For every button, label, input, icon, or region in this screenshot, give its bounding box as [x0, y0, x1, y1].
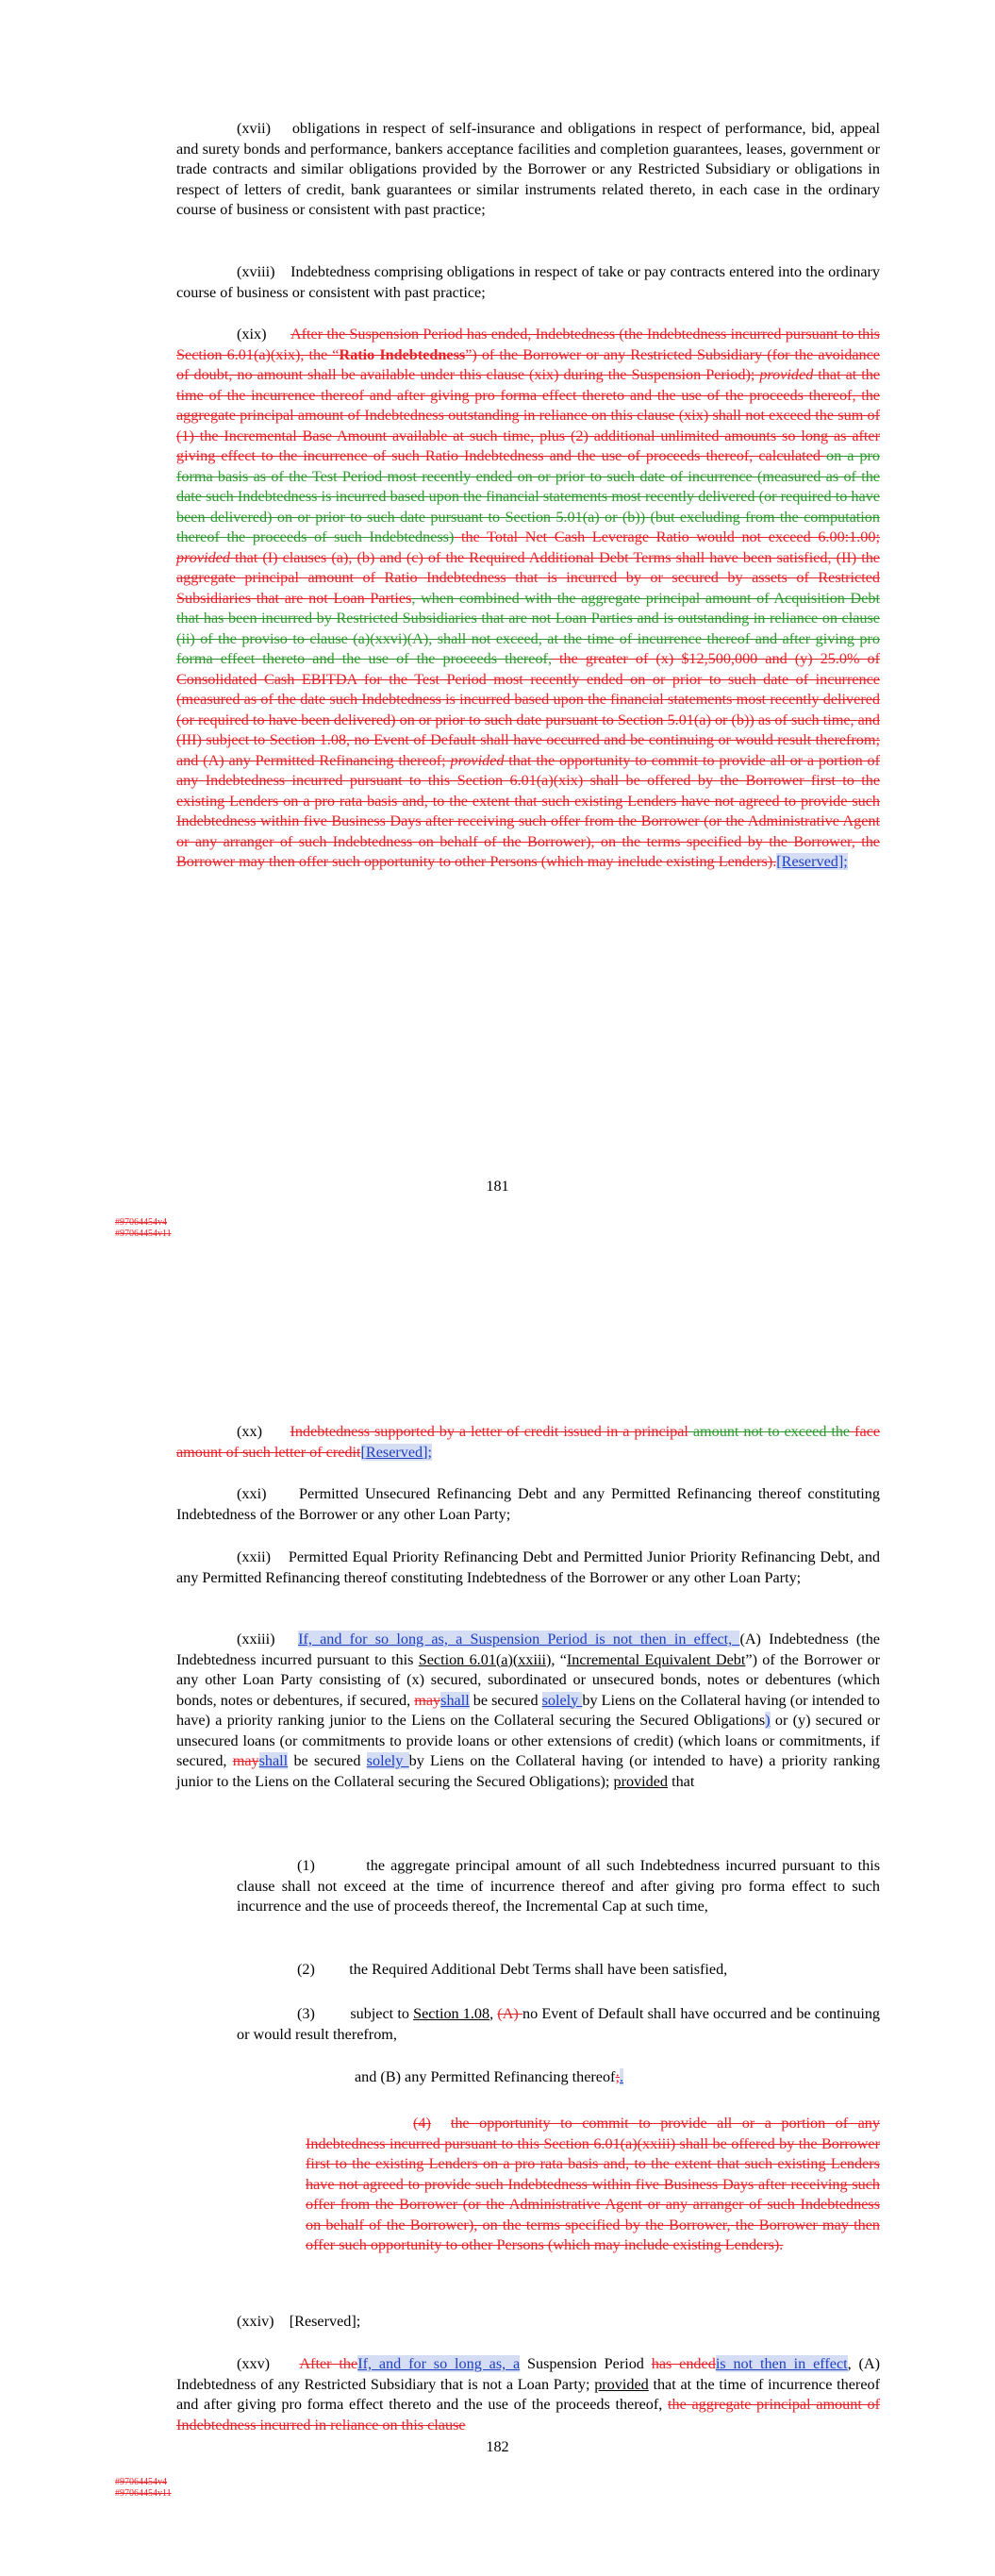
inserted-text: ): [765, 1712, 771, 1729]
clause-text: and (B) any Permitted Refinancing thereof: [355, 2068, 616, 2085]
section-reference: Section 6.01(a)(xxiii): [418, 1650, 552, 1668]
clause-text: (A) Indebtedness (the Indebtedness incurred pursuant to this: [176, 1631, 880, 1668]
document-id: #97064454v11: [115, 2488, 172, 2499]
clause-text: Permitted Unsecured Refinancing Debt and any Permitted Refinancing thereof constituting Indebtedness of the Borrower or any other Loan Party;: [176, 1485, 880, 1523]
deleted-text-italic: provided: [450, 751, 505, 769]
deleted-text: the aggregate principal amount of Indebtedness incurred in reliance on this clause: [176, 2396, 880, 2434]
clause-text: or (y) secured or unsecured loans (or commitments to provide loans or other extensions of credit) (which loans or commitments, if secured,: [176, 1712, 880, 1769]
clause-xxii: [176, 1547, 880, 1588]
proviso-term: provided: [594, 2375, 649, 2393]
clause-text: be secured: [469, 1691, 542, 1709]
deleted-text: that at the time of the incurrence thereof and after giving pro forma effect thereto and the use of the proceeds thereof, the aggregate principal amount of Indebtedness outstanding in reliance on this clause (xix) shall not exceed the sum of (1) the Incremental Base Amount available at such time, plus (2) additional unlimited amounts so long as after giving effect to the incurrence of such Ratio Indebtedness and the use of proceeds thereof, calculated: [176, 366, 881, 464]
deleted-text: the greater of (x) $12,500,000 and (y) 25.0% of Consolidated Cash EBITDA for the Test Period most recently ended on or prior to such date of incurrence (measured as of the date such Indebtedness is incurred based upon the financial statements most recently delivered (or required to have been delivered) on or prior to such date pursuant to Section 5.01(a) or (b)) as of such time, and (III) subject to Section 1.08, no Event of Default shall have occurred and be continuing or would result therefrom; and (A) any Permitted Refinancing thereof;: [176, 650, 881, 769]
deleted-text: has ended: [651, 2355, 716, 2372]
deleted-text: ;: [615, 2068, 620, 2085]
inserted-text: is not then in effect: [715, 2355, 848, 2372]
deleted-text: Indebtedness supported by a letter of credit issued in a principal: [290, 1423, 688, 1440]
inserted-text: If, and for so long as, a: [357, 2355, 521, 2372]
clause-text: Suspension Period: [520, 2355, 652, 2372]
clause-number: (3): [297, 2005, 315, 2022]
document-id: #97064454v11: [115, 1229, 172, 1239]
clause-text: no Event of Default shall have occurred and be continuing or would result therefrom,: [237, 2005, 881, 2043]
inserted-text: solely: [541, 1691, 583, 1709]
clause-text: that: [668, 1772, 695, 1790]
clause-text: obligations in respect of self-insurance and obligations in respect of performance, bid, appeal and surety bonds and performance, bankers acceptance facilities and completion guarantees, leases, government or trade contracts and similar obligations provided by the Borrower or any Restricted Subsidiary or obligations in respect of letters of credit, bank guarantees or similar instruments related thereto, in each case in the ordinary course of business or consistent with past practice;: [176, 120, 880, 218]
clause-text: by Liens on the Collateral having (or intended to have) a priority ranking junior to the Liens on the Collateral securing the Secured Obligations);: [176, 1752, 880, 1790]
clause-xviii: [176, 262, 880, 303]
clause-text: the Required Additional Debt Terms shall have been satisfied,: [349, 1961, 728, 1978]
clause-number: (xxiv): [237, 2313, 274, 2330]
inserted-text: If, and for so long as, a Suspension Period is not then in effect,: [298, 1631, 740, 1648]
clause-number: (xxiii): [237, 1631, 275, 1648]
document-id: #97064454v4: [115, 1217, 167, 1228]
page-number: 181: [486, 1178, 509, 1195]
section-reference: Section 1.08: [413, 2005, 490, 2022]
deleted-text: the opportunity to commit to provide all or a portion of any Indebtedness incurred pursuant to this Section 6.01(a)(xxiii) shall be offered by the Borrower first to the existing Lenders on a pro rata basis and, to the extent that such existing Lenders have not agreed to provide such Indebtedness within five Business Days after receiving such offer from the Borrower (or the Administrative Agent or any arranger of such Indebtedness on behalf of the Borrower), on the terms specified by the Borrower, the Borrower may then offer such opportunity to other Persons (which may include existing Lenders).: [306, 2115, 880, 2253]
clause-number: (xxi): [237, 1485, 267, 1502]
deleted-text-italic: provided: [176, 548, 230, 566]
clause-xxi: [176, 1484, 880, 1525]
deleted-text: that the opportunity to commit to provide all or a portion of any Indebtedness incurred pursuant to this Section 6.01(a)(xix) shall be offered by the Borrower first to the existing Lenders on a pro rata basis and, to the extent that such existing Lenders have not agreed to provide such Indebtedness within five Business Days after receiving such offer from the Borrower (or the Administrative Agent or any arranger of such Indebtedness on behalf of the Borrower), on the terms specified by the Borrower, the Borrower may then offer such opportunity to other Persons (which may include existing Lenders).: [176, 751, 880, 870]
subclause-3: [237, 2004, 880, 2045]
clause-xx: [176, 1422, 880, 1463]
clause-number: (xxii): [237, 1548, 271, 1565]
inserted-text: solely: [366, 1752, 409, 1769]
clause-number: (xxv): [237, 2355, 271, 2372]
deleted-text: may: [232, 1752, 259, 1769]
clause-number: (xvii): [237, 120, 271, 137]
clause-text: ,: [489, 2005, 498, 2022]
and-b-clause: [355, 2067, 880, 2088]
inserted-text: [Reserved];: [360, 1443, 433, 1461]
moved-deleted-text: on a pro forma basis as of the Test Period most recently ended on or prior to such date of incurrence (measured as of the date such Indebtedness is incurred based upon the financial statements most recently delivered (or required to have been delivered) on or prior to such date pursuant to Section 5.01(a) or (b)) (but excluding from the computation thereof the proceeds of such Indebtedness): [176, 447, 880, 545]
clause-text: the aggregate principal amount of all such Indebtedness incurred pursuant to this clause shall not exceed at the time of incurrence thereof and after giving pro forma effect to such incurrence and the use of proceeds thereof, the Incremental Cap at such time,: [237, 1857, 881, 1915]
deleted-text: (A): [497, 2005, 522, 2022]
clause-text: be secured: [288, 1752, 367, 1769]
clause-xix: [176, 325, 880, 873]
deleted-defined-term: Ratio Indebtedness: [339, 345, 466, 363]
clause-text: [Reserved];: [289, 2313, 361, 2330]
clause-number: (2): [297, 1961, 315, 1978]
clause-number: (1): [297, 1857, 315, 1874]
subclause-2: [237, 1960, 880, 1981]
clause-text: that at the time of incurrence thereof and after giving pro forma effect thereto and the use of the proceeds thereof,: [176, 2375, 880, 2413]
deleted-text-italic: provided: [759, 366, 814, 383]
inserted-text: shall: [258, 1752, 289, 1769]
inserted-text: [Reserved];: [776, 853, 848, 870]
clause-text: Indebtedness comprising obligations in respect of take or pay contracts entered into the ordinary course of business or consistent with past practice;: [176, 263, 880, 301]
document-id: #97064454v4: [115, 2477, 167, 2487]
subclause-1: [237, 1856, 880, 1917]
inserted-text: .: [619, 2068, 623, 2085]
moved-deleted-text: amount not to exceed the: [688, 1423, 851, 1440]
deleted-text: that (I) clauses (a), (b) and (c) of the Required Additional Debt Terms shall have been satisfied, (II) the aggregate principal amount of Ratio Indebtedness that is incurred by or secured by assets of Restricted Subsidiaries that are not Loan Parties: [176, 548, 880, 607]
page-number: 182: [486, 2438, 509, 2455]
clause-text: by Liens on the Collateral having (or intended to have) a priority ranking junior to the Liens on the Collateral securing the Secured Obligations: [176, 1691, 881, 1729]
deleted-text: may: [414, 1691, 441, 1709]
clause-number: (xix): [237, 326, 267, 343]
clause-text: , “: [551, 1650, 567, 1668]
defined-term: Incremental Equivalent Debt: [566, 1650, 746, 1668]
subclause-4: [306, 2114, 880, 2256]
inserted-text: shall: [440, 1691, 470, 1709]
clause-number: (xx): [237, 1423, 262, 1440]
deleted-text: ”) of the Borrower or any Restricted Subsidiary (for the avoidance of doubt, no amount shall be available under this clause (xix) during the Suspension Period);: [176, 345, 880, 383]
deleted-text: face amount of such letter of credit: [176, 1423, 880, 1461]
clause-xxiii: [176, 1630, 880, 1792]
deleted-text: After the Suspension Period has ended, Indebtedness (the Indebtedness incurred pursuant to this Section 6.01(a)(xix), the “: [176, 326, 880, 363]
clause-text: Permitted Equal Priority Refinancing Debt and Permitted Junior Priority Refinancing Debt, and any Permitted Refinancing thereof constituting Indebtedness of the Borrower or any other Loan Party;: [176, 1548, 881, 1586]
moved-deleted-text: , when combined with the aggregate principal amount of Acquisition Debt that has been incurred by Restricted Subsidiaries that are not Loan Parties and is outstanding in reliance on clause (ii) of the proviso to clause (a)(xxvi)(A), shall not exceed, at the time of incurrence thereof and after giving pro forma effect thereto and the use of the proceeds thereof,: [176, 589, 881, 667]
clause-text: ”) of the Borrower or any other Loan Party consisting of (x) secured, subordinated or unsecured bonds, notes or debentures (which bonds, notes or debentures, if secured,: [176, 1650, 880, 1709]
page-182: [0, 1363, 995, 2576]
clause-xxiv: [176, 2312, 880, 2333]
deleted-clause-number: (4): [413, 2115, 431, 2132]
clause-xvii: [176, 119, 880, 221]
clause-text: , (A) Indebtedness of any Restricted Subsidiary that is not a Loan Party;: [176, 2355, 881, 2393]
page-181: [0, 0, 995, 1283]
deleted-text: the Total Net Cash Leverage Ratio would not exceed 6.00:1.00;: [454, 528, 880, 545]
deleted-text: After the: [299, 2355, 358, 2372]
clause-xxv: [176, 2354, 880, 2435]
clause-number: (xviii): [237, 263, 275, 280]
clause-text: subject to: [350, 2005, 414, 2022]
proviso-term: provided: [613, 1772, 669, 1790]
